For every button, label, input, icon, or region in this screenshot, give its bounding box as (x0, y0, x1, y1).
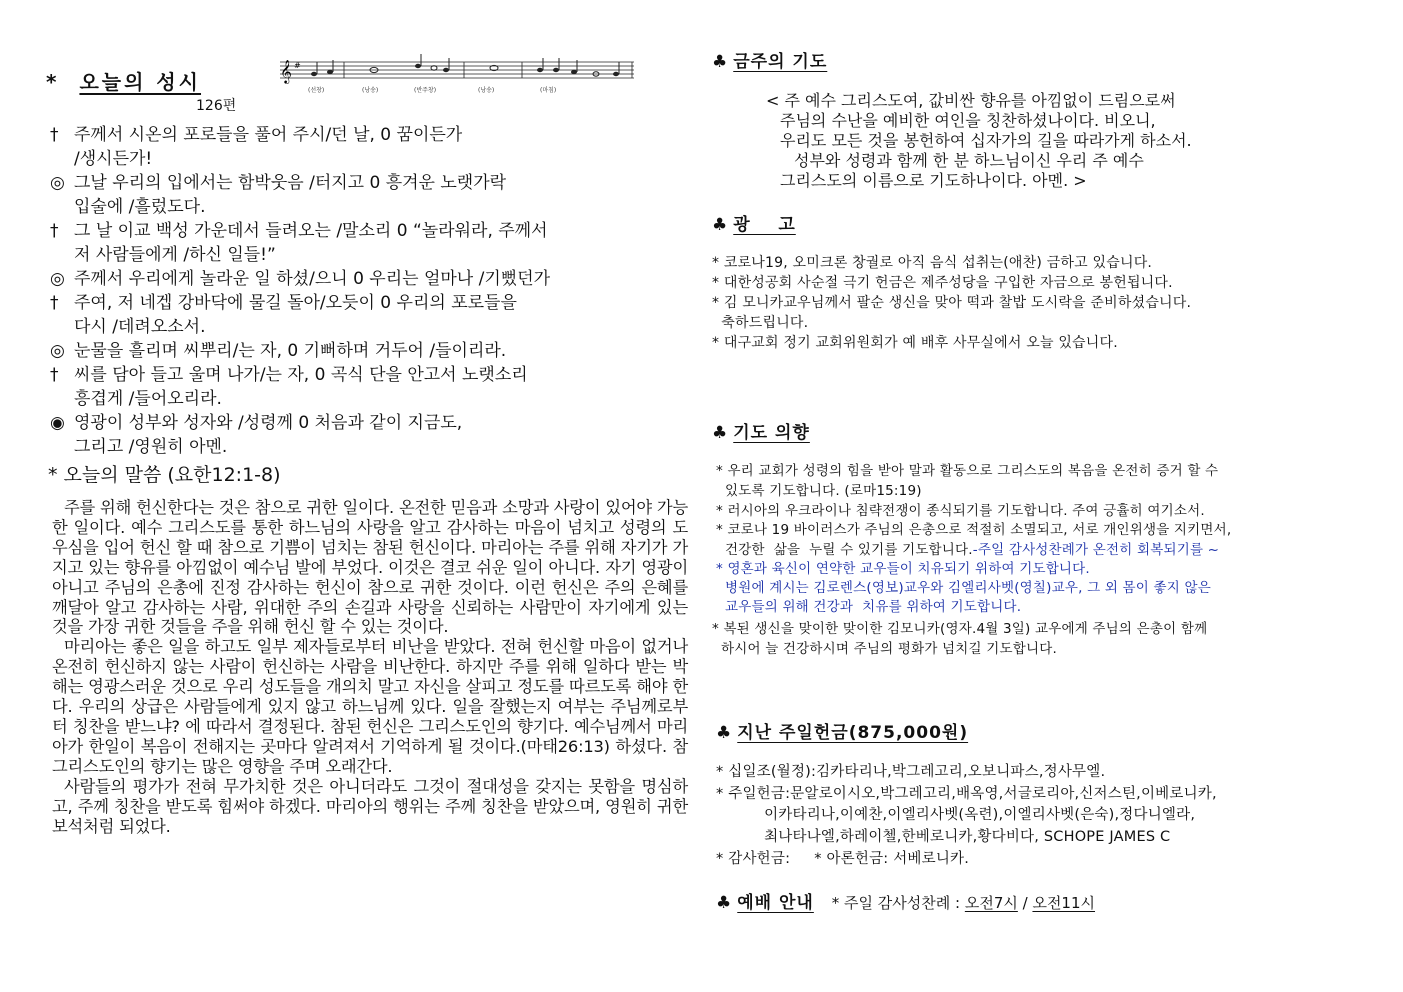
intentions-heading: ♣ 기도 의향 (712, 423, 810, 443)
club-icon: ♣ (716, 723, 732, 743)
sermon-paragraph: 사람들의 평가가 전혀 무가치한 것은 아니더라도 그것이 절대성을 갖지는 못함을 명심하고, 주께 칭찬을 받도록 힘써야 하겠다. 마리아의 행위는 주께 칭찬을 받았으며, 영원히 귀한 보석처럼 되었다. (52, 776, 688, 836)
psalm-header (46, 66, 201, 95)
word-heading: * 오늘의 말씀 (요한12:1-8) (48, 464, 281, 486)
sermon-paragraph: 주를 위해 헌신한다는 것은 참으로 귀한 일이다. 온전한 믿음과 소망과 사랑이 있어야 가능한 일이다. 예수 그리스도를 통한 하느님의 사랑을 알고 감사하는 마음이 넘치고 성령의 도우심을 입어 헌신 할 때 참으로 기쁨이 넘치는 참된 헌신이다. 마리아는 주를 위해 자기가 가지고 있는 향유를 아낌없이 예수님 발에 부었다. 이것은 결코 쉬운 일이 아니다. 자기 영광이 아니고 주님의 은총에 진정 감사하는 헌신이 참으로 귀한 것이다. 이런 헌신은 주의 은혜를 깨달아 알고 감사하는 사람, 위대한 주의 손길과 사랑을 신뢰하는 사람만이 자기에게 있는 것을 가장 귀한 것들을 주을 위해 헌신 할 수 있는 것이다. (52, 498, 688, 637)
psalm-verse: † 주께서 시온의 포로들을 풀어 주시/던 날, 0 꿈이든가 (50, 125, 463, 145)
psalm-verse: † 그 날 이교 백성 가운데서 들려오는 /말소리 0 “놀라워라, 주께서 (50, 221, 548, 241)
service-separator: / (1017, 894, 1033, 912)
music-label: (반주창) (414, 87, 437, 94)
intention-line: * 우리 교회가 성령의 힘을 받아 말과 활동으로 그리스도의 복음을 온전히 증거 할 수 (716, 463, 1219, 479)
intention-line: * 러시아의 우크라이나 침략전쟁이 종식되기를 기도합니다. 주여 긍휼히 여기소서. (716, 503, 1205, 519)
collect-line: 그리스도의 이름으로 기도하나이다. 아멘. > (780, 171, 1087, 190)
club-icon: ♣ (712, 52, 728, 72)
psalm-star: * (46, 70, 60, 94)
notice-line: 축하드립니다. (712, 315, 809, 331)
intention-line: 있도록 기도합니다. (로마15:19) (716, 483, 922, 499)
psalm-number: 126편 (196, 98, 237, 114)
psalm-verse: 입술에 /흘렀도다. (74, 197, 206, 217)
club-icon: ♣ (716, 893, 732, 913)
sermon-text (52, 498, 688, 836)
intention-line: 병원에 계시는 김로렌스(영보)교우와 김엘리사벳(영칠)교우, 그 외 몸이 좋지 않은 (716, 580, 1211, 596)
collect-heading: ♣ 금주의 기도 (712, 52, 828, 72)
psalm-verse: 저 사람들에게 /하신 일들!” (74, 245, 276, 265)
club-icon: ♣ (712, 423, 728, 443)
music-label: (마침) (540, 87, 557, 94)
collect-line: < 주 예수 그리스도여, 값비싼 향유를 아낌없이 드림으로써 (766, 91, 1176, 110)
service-heading: ♣ 예배 안내 * 주일 감사성찬례 : 오전7시 / 오전11시 (716, 893, 1096, 913)
offering-line: * 감사헌금: * 아론헌금: 서베로니카. (716, 851, 970, 867)
offering-line: * 주일헌금:문알로이시오,박그레고리,배옥영,서글로리아,신저스틴,이베로니카, (716, 786, 1217, 802)
offering-line: 이카타리나,이예찬,이엘리사벳(옥련),이엘리사벳(은숙),정다니엘라, (716, 807, 1196, 823)
intention-line: * 코로나 19 바이러스가 주님의 은총으로 적절히 소멸되고, 서로 개인위생을 지키면서, (716, 522, 1232, 538)
psalm-verse: ◉ 영광이 성부와 성자와 /성령께 0 처음과 같이 지금도, (50, 413, 463, 433)
music-label: (낭송) (478, 87, 495, 94)
music-label: (선창) (308, 87, 325, 94)
svg-text:#: # (294, 61, 301, 70)
intention-line: * 복된 생신을 맞이한 맞이한 김모니카(영자.4월 3일) 교우에게 주님의 은총이 함께 (712, 621, 1208, 637)
intention-line: 교우들의 위해 건강과 치유를 위하여 기도합니다. (716, 599, 1022, 615)
collect-line: 주님의 수난을 예비한 여인을 칭찬하셨나이다. 비오니, (780, 111, 1156, 130)
psalm-verse: 그리고 /영원히 아멘. (74, 437, 228, 457)
psalm-verse: /생시든가! (74, 149, 153, 169)
psalm-verse: ◎ 눈물을 흘리며 씨뿌리/는 자, 0 기뻐하며 거두어 /들이리라. (50, 341, 507, 361)
psalm-verse: 다시 /데려오소서. (74, 317, 206, 337)
psalm-title: 오늘의 성시 (79, 70, 202, 94)
intention-line: 건강한 삶을 누릴 수 있기를 기도합니다.-주일 감사성찬례가 온전히 회복되기를 ~ (716, 542, 1220, 558)
psalm-verse: 흥겹게 /들어오리라. (74, 389, 222, 409)
psalm-verse: † 씨를 담아 들고 울며 나가/는 자, 0 곡식 단을 안고서 노랫소리 (50, 365, 528, 385)
intention-highlight: -주일 감사성찬례가 온전히 회복되기를 ~ (972, 542, 1220, 558)
notice-line: * 코로나19, 오미크론 창궐로 아직 음식 섭취는(애찬) 금하고 있습니다. (712, 255, 1153, 271)
service-prefix: * 주일 감사성찬례 : (831, 894, 965, 912)
intention-line: * 영혼과 육신이 연약한 교우들이 치유되기 위하여 기도합니다. (716, 561, 1090, 577)
notice-line: * 대구교회 정기 교회위원회가 예 배후 사무실에서 오늘 있습니다. (712, 335, 1118, 351)
music-staff-image (278, 54, 636, 104)
offering-line: * 십일조(월정):김카타리나,박그레고리,오보니파스,정사무엘. (716, 764, 1106, 780)
notice-heading: ♣ 광 고 (712, 215, 796, 235)
offering-line: 최나타나엘,하레이첼,한베로니카,황다비다, SCHOPE JAMES C (716, 829, 1171, 845)
collect-line: 성부와 성령과 함께 한 분 하느님이신 우리 주 예수 (794, 151, 1144, 170)
service-time-late: 오전11시 (1032, 894, 1096, 912)
psalm-verse: † 주여, 저 네겝 강바닥에 물길 돌아/오듯이 0 우리의 포로들을 (50, 293, 517, 313)
offering-heading: ♣ 지난 주일헌금(875,000원) (716, 723, 969, 743)
sermon-paragraph: 마리아는 좋은 일을 하고도 일부 제자들로부터 비난을 받았다. 전혀 헌신할 마음이 없거나 온전히 헌신하지 않는 사람이 헌신하는 사람을 비난한다. 하지만 주를 위해 일하다 받는 박해는 영광스러운 것으로 우리 성도들을 개의치 말고 자신을 살피고 정도를 따르도록 해야 한다. 우리의 상급은 사람들에게 있지 않고 하느님께 있다. 일을 잘했는지 여부는 주님께로부터 칭찬을 받느냐? 에 따라서 결정된다. 참된 헌신은 그리스도인의 향기다. 예수님께서 마리아가 한일이 복음이 전해지는 곳마다 알려져서 기억하게 될 것이다.(마태26:13) 하셨다. 참 그리스도인의 향기는 많은 영향을 주며 오래간다. (52, 637, 688, 776)
club-icon: ♣ (712, 215, 728, 235)
collect-line: 우리도 모든 것을 봉헌하여 십자가의 길을 따라가게 하소서. (780, 131, 1192, 150)
intention-line: 하시어 늘 건강하시며 주님의 평화가 넘치길 기도합니다. (712, 641, 1057, 657)
svg-text:𝄞: 𝄞 (280, 59, 292, 83)
notice-line: * 김 모니카교우님께서 팔순 생신을 맞아 떡과 찰밥 도시락을 준비하셨습니다. (712, 295, 1192, 311)
service-time-early: 오전7시 (964, 894, 1018, 912)
psalm-verse: ◎ 주께서 우리에게 놀라운 일 하셨/으니 0 우리는 얼마나 /기뻤던가 (50, 269, 551, 289)
psalm-verse: ◎ 그날 우리의 입에서는 함박웃음 /터지고 0 흥겨운 노랫가락 (50, 173, 507, 193)
notice-line: * 대한성공회 사순절 극기 헌금은 제주성당을 구입한 자금으로 봉헌됩니다. (712, 275, 1173, 291)
music-label: (낭송) (362, 87, 379, 94)
